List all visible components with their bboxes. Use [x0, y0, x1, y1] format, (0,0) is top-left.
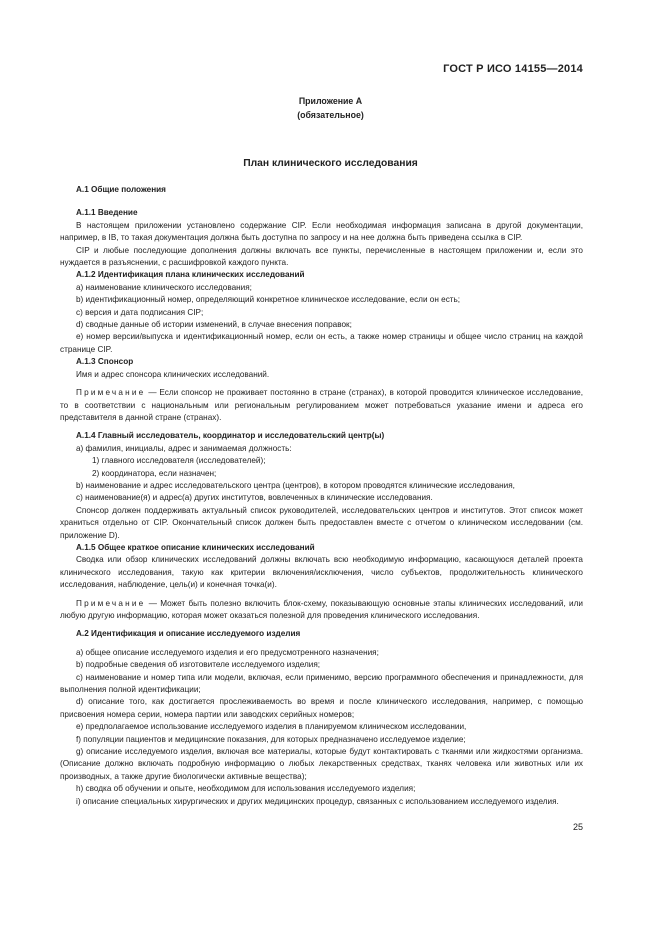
annex-title: Приложение А — [298, 96, 363, 106]
document-title: План клинического исследования — [243, 158, 418, 169]
paragraph: В настоящем приложении установлено содержание CIP. Если необходимая информация записана в другой документации, например, в IB, то такая документация должна быть доступна по запросу и на нее должна быть приведена ссылка в CIP. — [60, 220, 583, 243]
list-item: d) описание того, как достигается прослеживаемость во время и после клинического исследования, например, с помощью присвоения номера серии, номера партии или заводских серийных номеров; — [60, 697, 583, 719]
subsection-heading: А.1.1 Введение — [76, 208, 138, 218]
list-item: е) предполагаемое использование исследуемого изделия в планируемом клиническом исследовании, — [76, 722, 467, 732]
subsection-heading: А.1.5 Общее краткое описание клинических исследований — [76, 542, 315, 552]
list-subitem: 1) главного исследователя (исследователей); — [92, 456, 266, 466]
paragraph: Сводка или обзор клинических исследований должны включать всю необходимую информацию, касающуюся деталей проекта клинического исследования, такую как критерии включения/исключения, число субъектов, продолжительность клинического исследования, наблюдение, цель(и) и конечная точка(и). — [60, 555, 583, 590]
list-item: d) сводные данные об истории изменений, в случае внесения поправок; — [76, 320, 352, 330]
list-item: е) номер версии/выпуска и идентификационный номер, если он есть, а также номер страницы и общее число страниц на каждой странице CIP. — [60, 332, 583, 354]
list-item: g) описание исследуемого изделия, включая все материалы, которые будут контактировать с тканями или жидкостями организма. (Описание должно включать подробную информацию о любых лекарственных средствах, тканях человека или животных или их производных, а также другие биологически активные вещества); — [60, 747, 583, 781]
list-item: а) общее описание исследуемого изделия и его предусмотренного назначения; — [76, 647, 379, 657]
list-item: i) описание специальных хирургических и других медицинских процедур, связанных с использованием исследуемого изделия. — [76, 796, 559, 806]
note-label: Примечание — [76, 388, 146, 398]
subsection-heading: А.1.3 Спонсор — [76, 357, 134, 367]
document-body — [60, 184, 583, 808]
subsection-heading: А.1.4 Главный исследователь, координатор и исследовательский центр(ы) — [76, 431, 385, 441]
note-label: Примечание — [76, 598, 146, 608]
annex-heading — [0, 94, 661, 122]
annex-status: (обязательное) — [297, 110, 364, 120]
list-item: а) фамилия, инициалы, адрес и занимаемая должность: — [76, 443, 292, 453]
list-item: а) наименование клинического исследования; — [76, 282, 252, 292]
subsection-heading: А.1.2 Идентификация плана клинических исследований — [76, 270, 305, 280]
section-heading: А.1 Общие положения — [76, 185, 166, 194]
paragraph: Имя и адрес спонсора клинических исследований. — [76, 369, 270, 379]
list-item: b) наименование и адрес исследовательского центра (центров), в котором проводятся клинические исследования, — [76, 480, 515, 490]
list-item: f) популяции пациентов и медицинские показания, для которых предназначено исследуемое изделие; — [76, 734, 466, 744]
list-item: b) подробные сведения об изготовителе исследуемого изделия; — [76, 660, 321, 670]
list-subitem: 2) координатора, если назначен; — [92, 468, 217, 478]
list-item: c) версия и дата подписания CIP; — [76, 307, 204, 317]
page-number: 25 — [572, 822, 583, 832]
section-heading: А.2 Идентификация и описание исследуемого изделия — [76, 629, 301, 639]
paragraph: Спонсор должен поддерживать актуальный список руководителей, исследовательских центров и институтов. Этот список может храниться отдельно от CIP. Окончательный список должен быть предоставлен вместе с отчетом о клиническом исследовании (см. приложение D). — [60, 505, 583, 540]
list-item: с) наименование и номер типа или модели, включая, если применимо, версию программного обеспечения и принадлежности, для выполнения полной идентификации; — [60, 672, 583, 695]
note — [60, 598, 583, 623]
note-text: — Может быть полезно включить блок-схему, показывающую основные этапы клинических исследований, или любую другую информацию, которая может оказаться полезной для проведения клинического исследования. — [60, 598, 583, 620]
note-text: — Если спонсор не проживает постоянно в стране (странах), в которой проводится клиническое исследование, то в соответствии с национальным или региональным регулированием может потребоваться указание имени и адреса его представителя в данной стране (странах). — [60, 388, 583, 422]
list-item: b) идентификационный номер, определяющий конкретное клиническое исследование, если он есть; — [76, 295, 461, 305]
standard-header: ГОСТ Р ИСО 14155—2014 — [443, 63, 583, 75]
paragraph: CIP и любые последующие дополнения должны включать все пункты, перечисленные в настоящем приложении и, если это нуждается в разъяснении, с расшифровкой каждого пункта. — [60, 245, 583, 268]
list-item: с) наименование(я) и адрес(а) других институтов, вовлеченных в клинические исследования. — [76, 493, 433, 503]
list-item: h) сводка об обучении и опыте, необходимом для использования исследуемого изделия; — [76, 784, 416, 794]
note — [60, 387, 583, 424]
